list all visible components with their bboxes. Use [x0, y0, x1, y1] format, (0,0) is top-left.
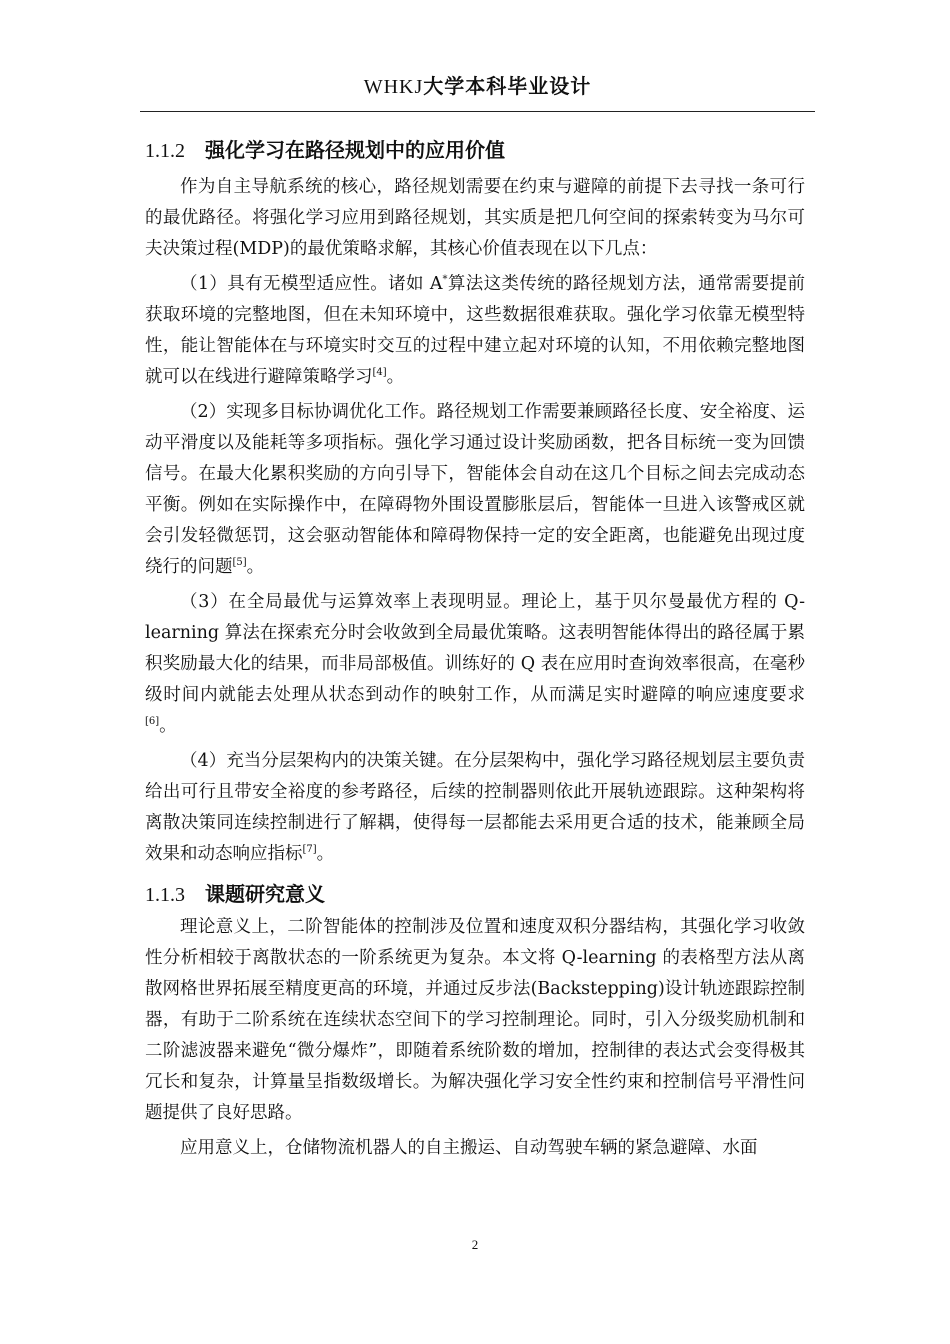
astar-superscript: *: [442, 274, 448, 285]
running-header: [140, 70, 815, 99]
body-content: [145, 132, 805, 1168]
paragraph-theoretical-significance: 理论意义上，二阶智能体的控制涉及位置和速度双积分器结构，其强化学习收敛性分析相较于离散状态的一阶系统更为复杂。本文将 Q-learning 的表格型方法从离散网格世界拓展至精度更高的环境，并通过反步法(Backstepping)设计轨迹跟踪控制器，有助于二阶系统在连续状态空间下的学习控制理论。同时，引入分级奖励机制和二阶滤波器来避免“微分爆炸”，即随着系统阶数的增加，控制律的表达式会变得极其冗长和复杂，计算量呈指数级增长。为解决强化学习安全性约束和控制信号平滑性问题提供了良好思路。: [145, 917, 805, 1123]
page-number: 2: [471, 1237, 479, 1252]
section-title: 课题研究意义: [205, 882, 325, 906]
point-3-text: （3）在全局最优与运算效率上表现明显。理论上，基于贝尔曼最优方程的 Q-learning 算法在探索充分时会收敛到全局最优策略。这表明智能体得出的路径属于累积奖励最大化的结果，而非局部极值。训练好的 Q 表在应用时查询效率很高，在毫秒级时间内就能去处理从状态到动作的映射工作，从而满足实时避障的响应速度要求: [145, 592, 805, 705]
point-2-end: 。: [246, 557, 265, 577]
point-2-text: （2）实现多目标协调优化工作。路径规划工作需要兼顾路径长度、安全裕度、运动平滑度以及能耗等多项指标。强化学习通过设计奖励函数，把各目标统一变为回馈信号。在最大化累积奖励的方向引导下，智能体会自动在这几个目标之间去完成动态平衡。例如在实际操作中，在障碍物外围设置膨胀层后，智能体一旦进入该警戒区就会引发轻微惩罚，这会驱动智能体和障碍物保持一定的安全距离，也能避免出现过度绕行的问题: [145, 402, 805, 577]
citation-ref: [5]: [232, 557, 247, 568]
section-number: 1.1.2: [145, 140, 185, 162]
paragraph-point-1: [145, 269, 805, 393]
point-1-end: 。: [386, 367, 405, 387]
paragraph-point-4: [145, 746, 805, 870]
paragraph-point-2: [145, 397, 805, 583]
section-heading-1-1-3: [145, 876, 805, 912]
section-number: 1.1.3: [145, 884, 185, 906]
section-title: 强化学习在路径规划中的应用价值: [205, 138, 505, 162]
point-4-end: 。: [316, 844, 335, 864]
citation-ref: [6]: [145, 716, 160, 727]
point-1-text-a: （1）具有无模型适应性。诸如 A: [180, 274, 443, 294]
point-3-end: 。: [159, 716, 177, 736]
header-rule: [140, 111, 815, 112]
citation-ref: [4]: [372, 367, 387, 378]
header-document-type: 大学本科毕业设计: [423, 74, 592, 98]
paragraph-point-3: [145, 587, 805, 742]
point-1-text-b: 算法这类传统的路径规划方法，通常需要提前获取环境的完整地图，但在未知环境中，这些数据很难获取。强化学习依靠无模型特性，能让智能体在与环境实时交互的过程中建立起对环境的认知，不用依赖完整地图就可以在线进行避障策略学习: [145, 274, 806, 387]
header-university-code: WHKJ: [363, 76, 424, 98]
point-4-text: （4）充当分层架构内的决策关键。在分层架构中，强化学习路径规划层主要负责给出可行且带安全裕度的参考路径，后续的控制器则依此开展轨迹跟踪。这种架构将离散决策同连续控制进行了解耦，使得每一层都能去采用更合适的技术，能兼顾全局效果和动态响应指标: [145, 751, 805, 864]
paragraph-application-significance: 应用意义上，仓储物流机器人的自主搬运、自动驾驶车辆的紧急避障、水面: [180, 1138, 758, 1158]
section-heading-1-1-2: [145, 132, 805, 168]
citation-ref: [7]: [302, 844, 317, 855]
paragraph-intro: 作为自主导航系统的核心，路径规划需要在约束与避障的前提下去寻找一条可行的最优路径。将强化学习应用到路径规划，其实质是把几何空间的探索转变为马尔可夫决策过程(MDP)的最优策略求解，其核心价值表现在以下几点：: [145, 177, 805, 259]
